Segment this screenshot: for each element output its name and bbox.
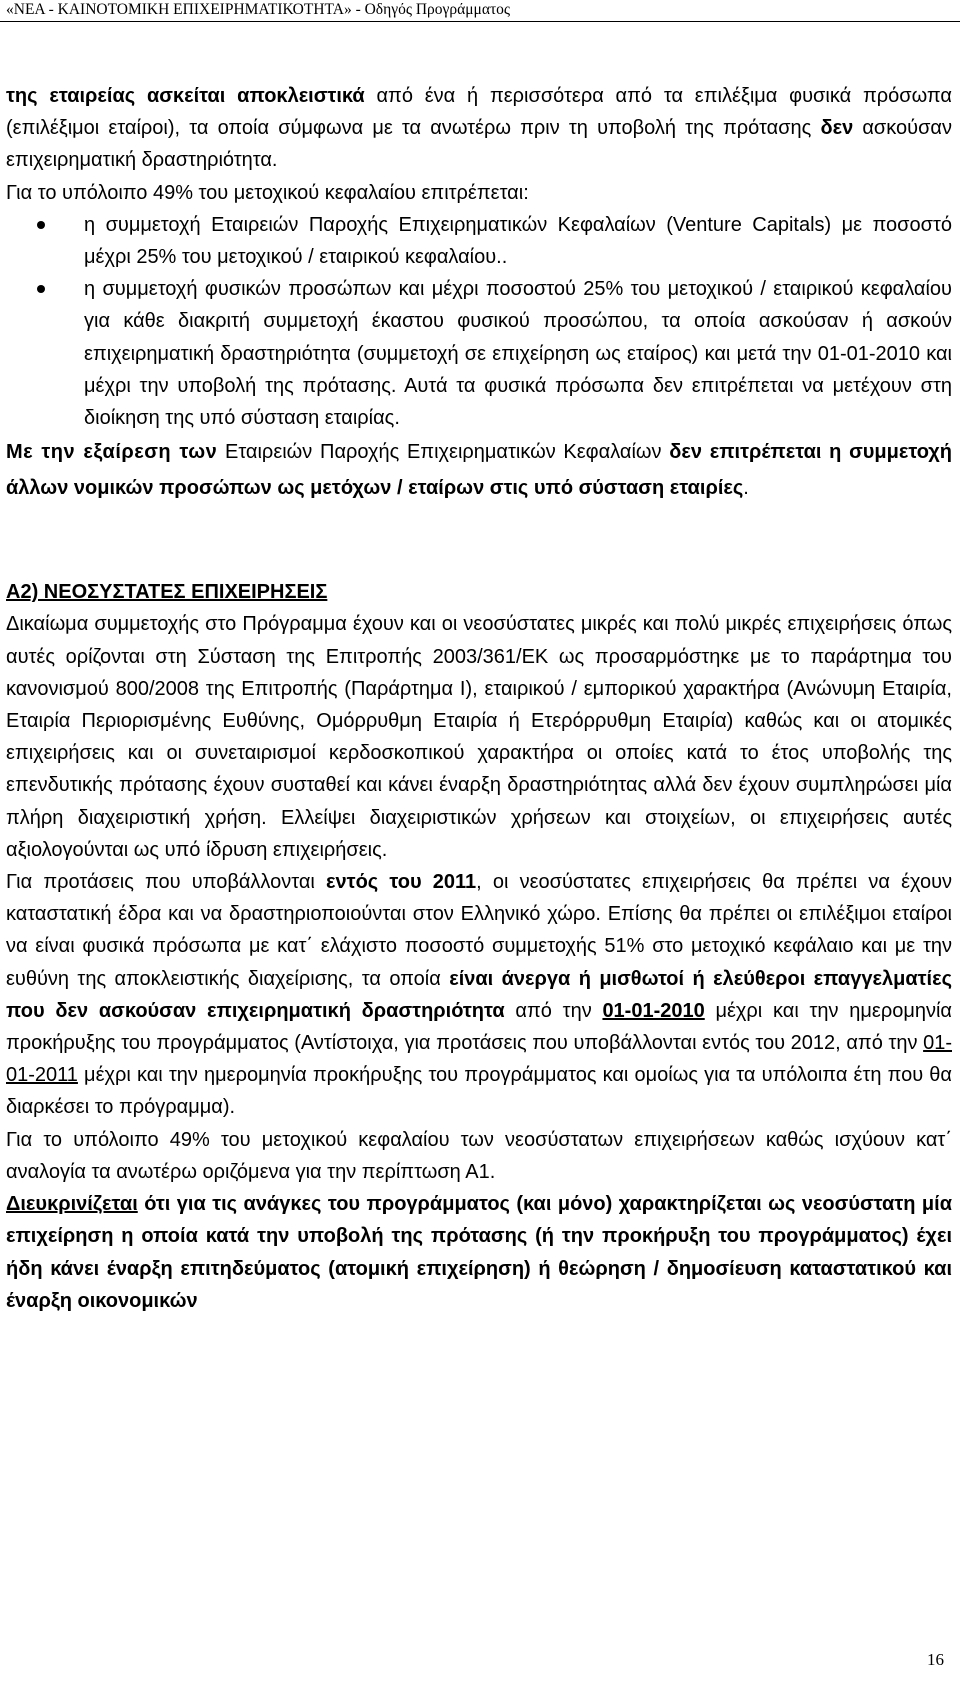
emphasis-text: της εταιρείας ασκείται αποκλειστικά	[6, 85, 365, 107]
body-text: Εταιρειών Παροχής Επιχειρηματικών Κεφαλαίων	[217, 441, 670, 464]
paragraph-startups-eligibility: Δικαίωμα συμμετοχής στο Πρόγραμμα έχουν και οι νεοσύστατες μικρές και πολύ μικρές επιχειρήσεις όπως αυτές ορίζονται στη Σύσταση της Επιτροπής 2003/361/ΕΚ ως προσαρμόστηκε με το παράρτημα του κανονισμού 800/2008 της Επιτροπής (Παράρτημα Ι), εταιρικού / εμπορικού χαρακτήρα (Ανώνυμη Εταιρία, Εταιρία Περιορισμένης Ευθύνης, Ομόρρυθμη Εταιρία ή Ετερόρρυθμη Εταιρία) καθώς και οι ατομικές επιχειρήσεις και οι συνεταιρισμοί κερδοσκοπικού χαρακτήρα οι οποίες κατά το έτος υποβολής της επενδυτικής πρότασης έχουν συσταθεί και κάνει έναρξη δραστηριότητας αλλά δεν έχουν συμπληρώσει μία πλήρη διαχειριστική χρήση. Ελλείψει διαχειριστικών χρήσεων και στοιχείων, οι επιχειρήσεις αυτές αξιολογούνται ως υπό ίδρυση επιχειρήσεις.	[6, 613, 952, 861]
paragraph-remaining-capital: Για το υπόλοιπο 49% του μετοχικού κεφαλαίου επιτρέπεται:	[6, 181, 529, 204]
body-text: Για προτάσεις που υποβάλλονται	[6, 871, 327, 894]
body-text: ασκούσαν επιχειρηματική δραστηριότητα.	[6, 117, 952, 172]
list-item-text: η συμμετοχή φυσικών προσώπων και μέχρι ποσοστού 25% του μετοχικού / εταιρικού κεφαλαίου για κάθε διακριτή συμμετοχή έκαστου φυσικού προσώπου, τα οποία ασκούσαν ή ασκούν επιχειρηματική δραστηριότητα (συμμετοχή σε επιχείρηση ως εταίρος) και μετά την 01-01-2010 και μέχρι την υποβολή της πρότασης. Αυτά τα φυσικά πρόσωπα δεν επιτρέπεται να μετέχουν στη διοίκηση της υπό σύσταση εταιρίας.	[84, 278, 952, 430]
document-body	[6, 80, 952, 1317]
paragraph-remaining-capital-startups: Για το υπόλοιπο 49% του μετοχικού κεφαλαίου των νεοσύστατων επιχειρήσεων καθώς ισχύουν κατ΄ αναλογία τα ανωτέρω οριζόμενα για την περίπτωση Α1.	[6, 1128, 952, 1183]
body-text: από ένα ή περισσότερα από τα επιλέξιμα φυσικά πρόσωπα (επιλέξιμοι εταίροι), τα οποία σύμφωνα με τα ανωτέρω πριν τη υποβολή της πρότασης	[6, 85, 952, 140]
body-text: .	[743, 477, 749, 500]
body-text: μέχρι και την ημερομηνία προκήρυξης του προγράμματος και ομοίως για τα υπόλοιπα έτη που θα διαρκέσει το πρόγραμμα).	[6, 1064, 952, 1119]
date-text: 01-01-2011	[6, 1032, 952, 1087]
list-item	[6, 273, 952, 434]
body-text: , οι νεοσύστατες επιχειρήσεις θα πρέπει να έχουν καταστατική έδρα και να δραστηριοποιούνται στον Ελληνικό χώρο. Επίσης θα πρέπει οι επιλέξιμοι εταίροι να είναι φυσικά πρόσωπα με κατ΄ ελάχιστο ποσοστό συμμετοχής 51% στο μετοχικό κεφάλαιο και με την ευθύνη της αποκλειστικής διαχείρισης, τα οποία	[6, 871, 953, 990]
paragraph-exception	[6, 434, 952, 506]
list-item-text: η συμμετοχή Εταιρειών Παροχής Επιχειρηματικών Κεφαλαίων (Venture Capitals) με ποσοστό μέχρι 25% του μετοχικού / εταιρικού κεφαλαίου..	[84, 213, 952, 269]
page-number: 16	[927, 1650, 944, 1669]
emphasis-text: δεν επιτρέπεται η συμμετοχή άλλων νομικών προσώπων ως μετόχων / εταίρων στις υπό σύσταση εταιρίες	[6, 441, 952, 500]
paragraph-clarification	[6, 1188, 952, 1317]
section-heading: Α2) ΝΕΟΣΥΣΤΑΤΕΣ ΕΠΙΧΕΙΡΗΣΕΙΣ	[6, 581, 328, 604]
list-item	[6, 209, 952, 273]
emphasis-text: Διευκρινίζεται	[6, 1193, 138, 1216]
body-text: ότι για τις ανάγκες του προγράμματος (και μόνο) χαρακτηρίζεται ως νεοσύστατη μία επιχείρηση η οποία κατά την υποβολή της πρότασης (ή την προκήρυξη του προγράμματος) έχει ήδη κάνει έναρξη επιτηδεύματος (ατομική επιχείρηση) ή θεώρηση / δημοσίευση καταστατικού και έναρξη οικονομικών	[6, 1193, 952, 1312]
date-text: 01-01-2010	[602, 999, 705, 1022]
emphasis-text: είναι άνεργα ή μισθωτοί ή ελεύθεροι επαγγελματίες που δεν ασκούσαν επιχειρηματική δραστηριότητα	[6, 967, 952, 1022]
header-title: «ΝΕΑ - ΚΑΙΝΟΤΟΜΙΚΗ ΕΠΙΧΕΙΡΗΜΑΤΙΚΟΤΗΤΑ» - Οδηγός Προγράμματος	[6, 1, 511, 18]
paragraph-eligible-partners	[6, 80, 952, 177]
body-text: από την	[504, 999, 603, 1022]
emphasis-text: Με την εξαίρεση των	[6, 441, 218, 464]
emphasis-text: εντός του 2011	[326, 871, 477, 894]
body-text: μέχρι και την ημερομηνία προκήρυξης του προγράμματος (Αντίστοιχα, για προτάσεις που υποβάλλονται εντός του 2012, από την	[6, 999, 952, 1055]
emphasis-text: δεν	[820, 117, 854, 140]
paragraph-2011-proposals	[6, 866, 952, 1124]
section-spacer	[6, 506, 952, 576]
running-header	[0, 0, 960, 22]
bullet-list	[6, 209, 952, 434]
